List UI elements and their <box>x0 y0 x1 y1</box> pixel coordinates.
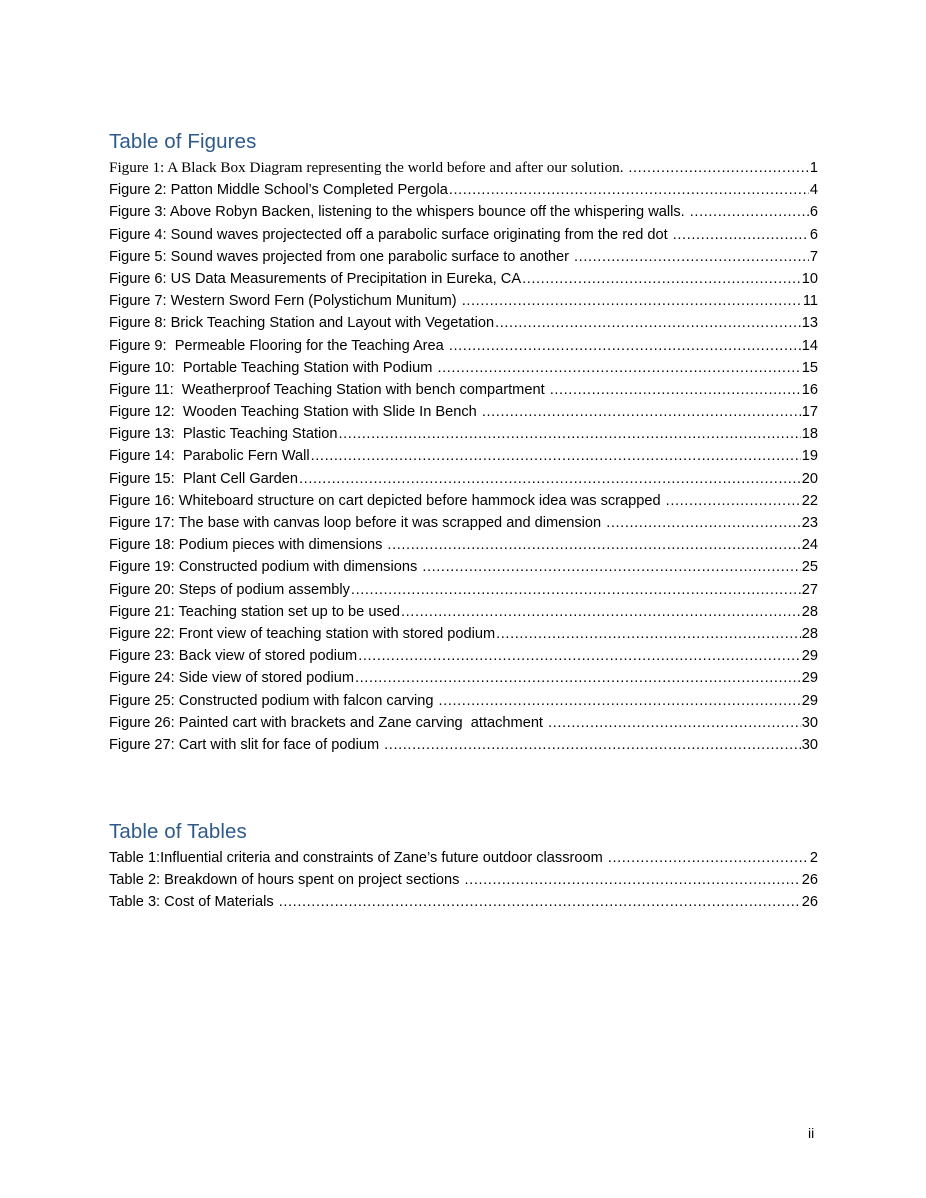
figure-entry-label: Figure 15: Plant Cell Garden <box>109 470 299 487</box>
dot-leader <box>496 623 801 645</box>
figure-entry-page-number: 28 <box>801 603 818 620</box>
figure-entry-label: Figure 17: The base with canvas loop before it was scrapped and dimension <box>109 515 606 531</box>
dot-leader <box>358 645 801 667</box>
figure-entry-page-number: 20 <box>801 470 818 487</box>
dot-leader <box>606 512 801 534</box>
figure-entry[interactable] <box>109 667 818 689</box>
dot-leader <box>387 534 800 556</box>
figure-entry-label: Figure 23: Back view of stored podium <box>109 648 358 665</box>
dot-leader <box>462 290 802 312</box>
figure-entry-label: Figure 26: Painted cart with brackets and Zane carving attachment <box>109 714 548 731</box>
figure-entry-page-number: 16 <box>801 381 818 398</box>
figure-entry-label: Figure 12: Wooden Teaching Station with Slide In Bench <box>109 404 481 421</box>
figure-entry[interactable] <box>109 623 818 645</box>
figure-entry[interactable] <box>109 201 818 223</box>
figure-entry[interactable] <box>109 468 818 490</box>
figure-entry-page-number: 30 <box>801 736 818 753</box>
figure-entry-label: Figure 4: Sound waves projectected off a parabolic surface originating from the red dot <box>109 226 672 243</box>
dot-leader <box>449 335 801 357</box>
figure-entry-page-number: 19 <box>801 448 818 465</box>
figure-entry[interactable] <box>109 290 818 312</box>
dot-leader <box>673 224 809 246</box>
figure-entry[interactable] <box>109 423 818 445</box>
dot-leader <box>666 490 801 512</box>
figure-entry-page-number: 22 <box>801 492 818 509</box>
figure-entry-page-number: 4 <box>809 182 818 199</box>
figure-entry-label: Figure 25: Constructed podium with falcon carving <box>109 692 438 709</box>
figure-entry-label: Figure 27: Cart with slit for face of podium <box>109 736 384 753</box>
table-of-figures-heading: Table of Figures <box>109 130 257 153</box>
figure-entry-label: Figure 22: Front view of teaching station with stored podium <box>109 625 496 642</box>
figure-entry-page-number: 13 <box>801 315 818 332</box>
dot-leader <box>628 157 809 179</box>
table-of-tables-section <box>109 819 818 914</box>
figure-entry-page-number: 28 <box>801 625 818 642</box>
page-number: ii <box>808 1125 815 1141</box>
figure-entry[interactable] <box>109 357 818 379</box>
figure-entry[interactable] <box>109 246 818 268</box>
figure-entry-label: Figure 9: Permeable Flooring for the Teaching Area <box>109 337 448 354</box>
figure-entry-page-number: 18 <box>801 426 818 443</box>
figure-entry[interactable] <box>109 512 818 534</box>
figure-entry[interactable] <box>109 490 818 512</box>
dot-leader <box>482 401 801 423</box>
figure-entry-label: Figure 13: Plastic Teaching Station <box>109 426 338 443</box>
figure-entry[interactable] <box>109 379 818 401</box>
figure-entry-page-number: 29 <box>801 648 818 665</box>
figure-entry-page-number: 11 <box>802 293 818 310</box>
figure-entry-label: Figure 24: Side view of stored podium <box>109 670 354 687</box>
table-of-tables-list <box>109 847 818 914</box>
dot-leader <box>351 579 801 601</box>
figure-entry[interactable] <box>109 179 818 201</box>
dot-leader <box>465 869 801 891</box>
table-entry-label: Table 2: Breakdown of hours spent on project sections <box>109 872 464 889</box>
dot-leader <box>608 847 809 869</box>
dot-leader <box>449 179 809 201</box>
figure-entry-page-number: 1 <box>809 160 818 176</box>
dot-leader <box>339 423 801 445</box>
dot-leader <box>548 712 801 734</box>
dot-leader <box>299 468 801 490</box>
figure-entry-page-number: 7 <box>809 248 818 265</box>
dot-leader <box>311 445 801 467</box>
table-entry-page-number: 2 <box>809 850 818 866</box>
figure-entry-page-number: 6 <box>809 226 818 243</box>
figure-entry[interactable] <box>109 445 818 467</box>
figure-entry[interactable] <box>109 690 818 712</box>
dot-leader <box>439 690 801 712</box>
table-entry[interactable] <box>109 847 818 869</box>
figure-entry-label: Figure 8: Brick Teaching Station and Layout with Vegetation <box>109 315 495 332</box>
dot-leader <box>522 268 801 290</box>
table-entry[interactable] <box>109 869 818 891</box>
figure-entry-page-number: 14 <box>801 337 818 354</box>
figure-entry-page-number: 30 <box>801 714 818 731</box>
figure-entry-label: Figure 5: Sound waves projected from one parabolic surface to another <box>109 248 574 265</box>
table-of-figures-section <box>109 129 818 756</box>
figure-entry-page-number: 29 <box>801 692 818 709</box>
figure-entry[interactable] <box>109 712 818 734</box>
table-entry[interactable] <box>109 891 818 913</box>
dot-leader <box>437 357 800 379</box>
figure-entry-label: Figure 18: Podium pieces with dimensions <box>109 537 387 554</box>
figure-entry-page-number: 23 <box>801 515 818 531</box>
table-entry-label: Table 1:Influential criteria and constraints of Zane’s future outdoor classroom <box>109 850 607 866</box>
table-of-tables-heading: Table of Tables <box>109 820 247 843</box>
dot-leader <box>384 734 801 756</box>
figure-entry-label: Figure 6: US Data Measurements of Precipitation in Eureka, CA <box>109 270 522 287</box>
figure-entry-label: Figure 2: Patton Middle School’s Completed Pergola <box>109 182 448 199</box>
figure-entry-label: Figure 20: Steps of podium assembly <box>109 581 350 598</box>
table-of-figures-list <box>109 157 818 756</box>
figure-entry-label: Figure 21: Teaching station set up to be used <box>109 603 400 620</box>
dot-leader <box>550 379 801 401</box>
figure-entry-label: Figure 14: Parabolic Fern Wall <box>109 448 310 465</box>
figure-entry-page-number: 24 <box>801 537 818 554</box>
figure-entry-page-number: 10 <box>801 270 818 287</box>
figure-entry-label: Figure 16: Whiteboard structure on cart depicted before hammock idea was scrapped <box>109 492 665 509</box>
dot-leader <box>279 891 801 913</box>
dot-leader <box>401 601 801 623</box>
figure-entry-page-number: 27 <box>801 581 818 598</box>
figure-entry[interactable] <box>109 157 818 179</box>
dot-leader <box>355 667 801 689</box>
figure-entry-page-number: 29 <box>801 670 818 687</box>
table-entry-page-number: 26 <box>801 872 818 889</box>
figure-entry[interactable] <box>109 601 818 623</box>
figure-entry-page-number: 17 <box>801 404 818 421</box>
figure-entry[interactable] <box>109 268 818 290</box>
figure-entry-page-number: 25 <box>801 559 818 576</box>
figure-entry[interactable] <box>109 224 818 246</box>
figure-entry[interactable] <box>109 401 818 423</box>
figure-entry[interactable] <box>109 734 818 756</box>
figure-entry-label: Figure 3: Above Robyn Backen, listening to the whispers bounce off the whispering walls. <box>109 204 689 221</box>
dot-leader <box>422 556 800 578</box>
table-entry-page-number: 26 <box>801 894 818 911</box>
figure-entry-label: Figure 7: Western Sword Fern (Polystichum Munitum) <box>109 293 461 310</box>
dot-leader <box>690 201 809 223</box>
figure-entry-label: Figure 19: Constructed podium with dimensions <box>109 559 422 576</box>
figure-entry[interactable] <box>109 579 818 601</box>
dot-leader <box>574 246 809 268</box>
dot-leader <box>495 312 801 334</box>
figure-entry[interactable] <box>109 645 818 667</box>
figure-entry-page-number: 15 <box>801 359 818 376</box>
figure-entry-label: Figure 1: A Black Box Diagram representing the world before and after our solution. <box>109 159 628 176</box>
figure-entry-page-number: 6 <box>809 204 818 221</box>
figure-entry-label: Figure 10: Portable Teaching Station with Podium <box>109 359 437 376</box>
figure-entry[interactable] <box>109 534 818 556</box>
figure-entry[interactable] <box>109 556 818 578</box>
figure-entry-label: Figure 11: Weatherproof Teaching Station with bench compartment <box>109 381 549 398</box>
figure-entry[interactable] <box>109 312 818 334</box>
figure-entry[interactable] <box>109 335 818 357</box>
table-entry-label: Table 3: Cost of Materials <box>109 894 278 911</box>
